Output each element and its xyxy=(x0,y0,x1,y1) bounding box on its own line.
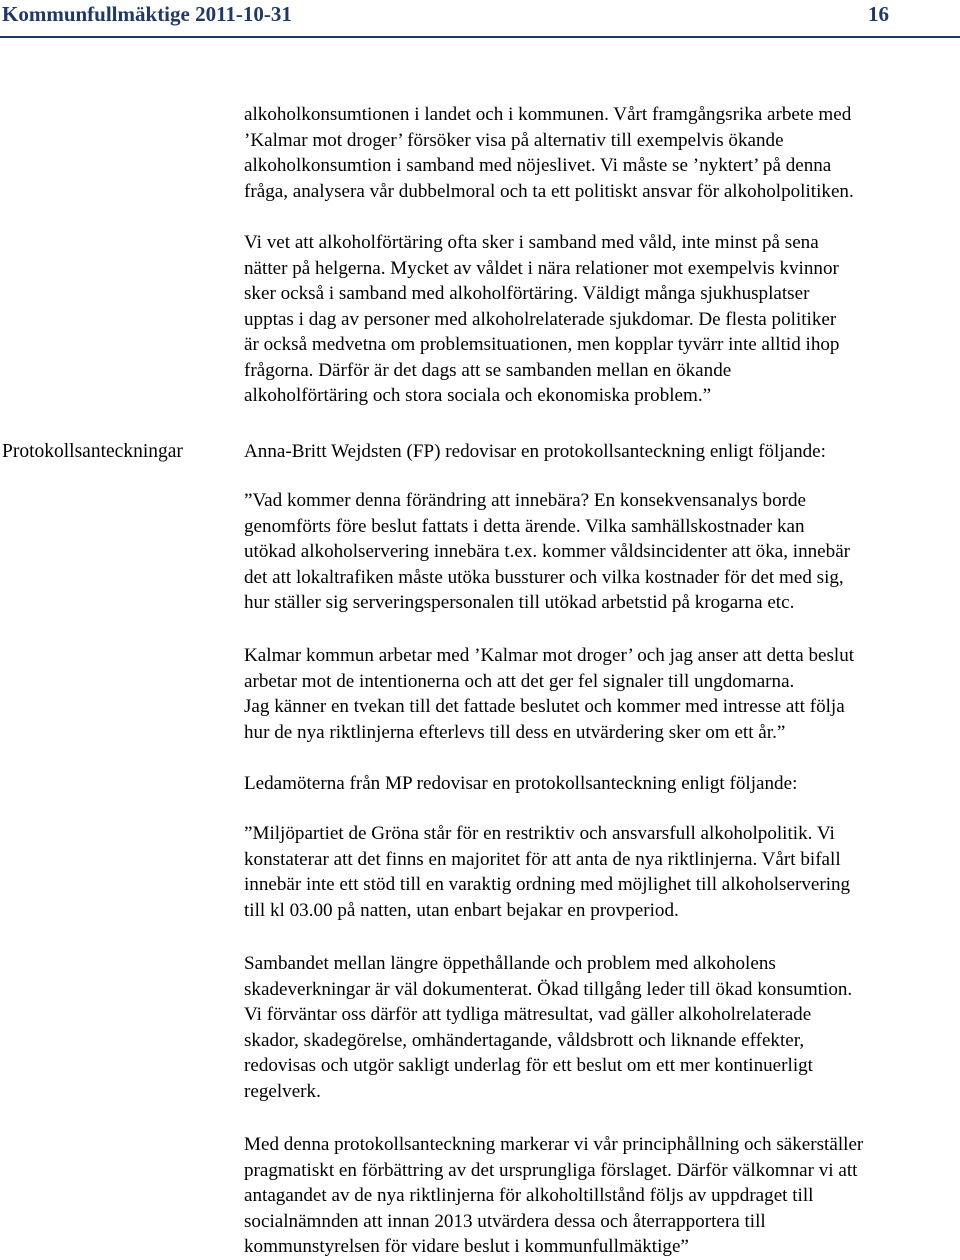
paragraph-5 xyxy=(244,643,960,745)
text-line: skadeverkningar är väl dokumenterat. Ökad tillgång leder till ökad konsumtion. xyxy=(244,978,853,1000)
text-line: kommunstyrelsen för vidare beslut i kommunfullmäktige” xyxy=(244,1236,689,1257)
paragraph-7 xyxy=(244,821,960,923)
paragraph-3 xyxy=(244,439,960,465)
text-line: sker också i samband med alkoholförtäring. Väldigt många sjukhusplatser xyxy=(244,283,810,304)
text-line: Kalmar kommun arbetar med ’Kalmar mot droger’ och jag anser att detta beslut xyxy=(244,645,855,666)
paragraph-2 xyxy=(244,230,960,409)
paragraph-4 xyxy=(244,488,960,616)
text-line: pragmatiskt en förbättring av det ursprungliga förslaget. Därför välkomnar vi att xyxy=(244,1159,858,1181)
text-line: är också medvetna om problemsituationen, men kopplar tyvärr inte alltid ihop xyxy=(244,334,840,355)
text-line: till kl 03.00 på natten, utan enbart bejakar en provperiod. xyxy=(244,899,679,921)
text-line: Jag känner en tvekan till det fattade beslutet och kommer med intresse att följa xyxy=(244,696,845,717)
text-line: skador, skadegörelse, omhändertagande, våldsbrott och liknande effekter, xyxy=(244,1029,805,1051)
page-number: 16 xyxy=(868,2,889,26)
text-line: alkoholkonsumtion i samband med nöjeslivet. Vi måste se ’nyktert’ på denna xyxy=(244,155,832,176)
text-line: fråga, analysera vår dubbelmoral och ta ett politiskt ansvar för alkoholpolitiken. xyxy=(244,180,854,202)
text-line: alkoholkonsumtionen i landet och i kommunen. Vårt framgångsrika arbete med xyxy=(244,104,852,125)
text-line: socialnämnden att innan 2013 utvärdera dessa och återrapportera till xyxy=(244,1210,766,1232)
text-line: Anna-Britt Wejdsten (FP) redovisar en protokollsanteckning enligt följande: xyxy=(244,441,826,462)
text-line: Vi vet att alkoholförtäring ofta sker i samband med våld, inte minst på sena xyxy=(244,232,819,253)
header-divider xyxy=(0,36,960,38)
paragraph-9 xyxy=(244,1132,960,1260)
text-line: Sambandet mellan längre öppethållande och problem med alkoholens xyxy=(244,953,776,974)
text-line: ”Miljöpartiet de Gröna står för en restriktiv och ansvarsfull alkoholpolitik. Vi xyxy=(244,823,835,844)
document-title: Kommunfullmäktige 2011-10-31 xyxy=(2,2,292,26)
text-line: nätter på helgerna. Mycket av våldet i nära relationer mot exempelvis kvinnor xyxy=(244,257,839,279)
text-line: frågorna. Därför är det dags att se sambanden mellan en ökande xyxy=(244,359,732,381)
text-line: Ledamöterna från MP redovisar en protokollsanteckning enligt följande: xyxy=(244,773,798,794)
text-line: hur de nya riktlinjerna efterlevs till dess en utvärdering sker om ett år.” xyxy=(244,721,786,743)
text-line: ”Vad kommer denna förändring att innebära? En konsekvensanalys borde xyxy=(244,490,807,511)
text-line: regelverk. xyxy=(244,1080,321,1102)
text-line: arbetar mot de intentionerna och att det ger fel signaler till ungdomarna. xyxy=(244,670,795,692)
text-line: alkoholförtäring och stora sociala och ekonomiska problem.” xyxy=(244,385,712,406)
page-header xyxy=(0,0,960,40)
text-line: Med denna protokollsanteckning markerar vi vår principhållning och säkerställer xyxy=(244,1134,864,1155)
text-line: innebär inte ett stöd till en varaktig ordning med möjlighet till alkoholservering xyxy=(244,874,851,895)
text-line: genomförts före beslut fattats i detta ärende. Vilka samhällskostnader kan xyxy=(244,515,805,537)
text-line: antagandet av de nya riktlinjerna för alkoholtillstånd följs av uppdraget till xyxy=(244,1185,814,1206)
text-line: Vi förväntar oss därför att tydliga mätresultat, vad gäller alkoholrelaterade xyxy=(244,1004,812,1025)
text-line: det att lokaltrafiken måste utöka bussturer och vilka kostnader för det med sig, xyxy=(244,566,844,588)
paragraph-1 xyxy=(244,102,960,204)
text-line: konstaterar att det finns en majoritet för att anta de nya riktlinjerna. Vårt bifall xyxy=(244,848,841,870)
paragraph-6 xyxy=(244,771,960,797)
text-line: utökad alkoholservering innebära t.ex. kommer våldsincidenter att öka, innebär xyxy=(244,541,851,562)
text-line: upptas i dag av personer med alkoholrelaterade sjukdomar. De flesta politiker xyxy=(244,308,837,330)
paragraph-8 xyxy=(244,951,960,1104)
margin-label-protokollsanteckningar: Protokollsanteckningar xyxy=(2,441,183,462)
text-line: redovisas och utgör sakligt underlag för ett beslut om ett mer kontinuerligt xyxy=(244,1055,813,1076)
text-line: ’Kalmar mot droger’ försöker visa på alternativ till exempelvis ökande xyxy=(244,129,784,151)
text-line: hur ställer sig serveringspersonalen till utökad arbetstid på krogarna etc. xyxy=(244,592,795,613)
